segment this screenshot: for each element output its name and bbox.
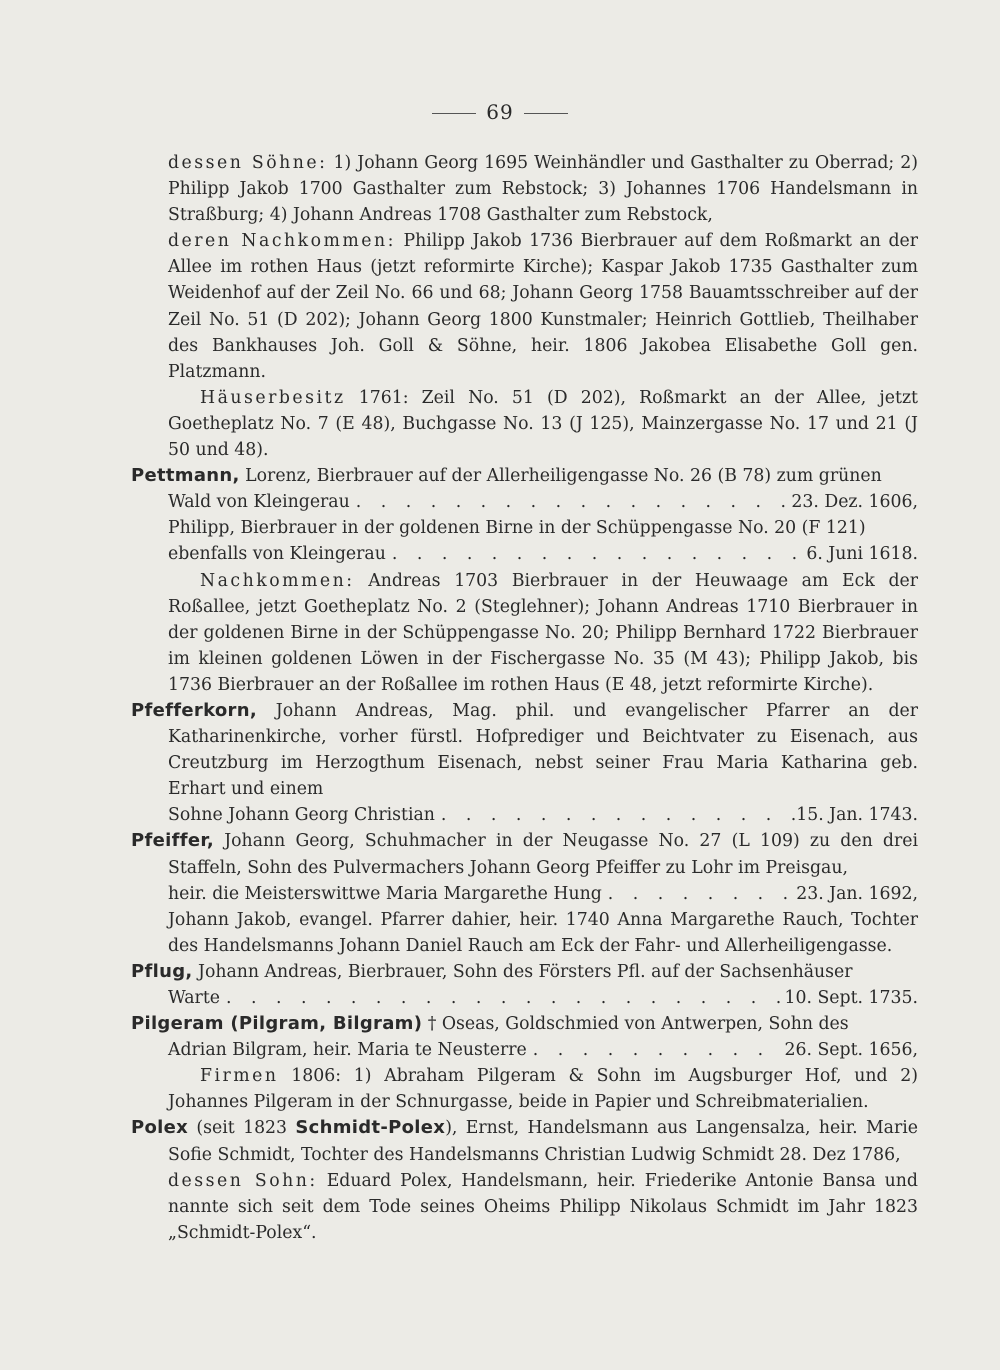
entry-date: 23. Jan. 1692, [796,883,918,904]
leader-text: Adrian Bilgram, heir. Maria te Neusterre [168,1040,527,1061]
entry-name: Pfeiffer, [131,830,215,852]
paragraph-text: Philipp Jakob 1736 Bierbrauer auf dem Roßmarkt an der Allee im rothen Haus (jetzt reformirte Kirche); Kaspar Jakob 1735 Gasthalter zum Weidenhof auf der Zeil No. 66 und 68; Johann Georg 1758 Bauamtsschreiber auf der Zeil No. 51 (D 202); Johann Georg 1800 Kunstmaler; Heinrich Gottlieb, Theilhaber des Bankhauses Joh. Goll & Söhne, heir. 1806 Jakobea Elisabethe Goll gen. Platzmann. [168,231,918,382]
page-number: 69 [486,100,514,124]
dot-leader [220,985,784,1011]
entry-text: Philipp, Bierbrauer in der goldenen Birne in der Schüppengasse No. 20 (F 121) [168,518,866,539]
entry-pflug [131,959,918,985]
leader-text: Warte [168,988,220,1008]
paragraph-dessen-sohn [168,1168,918,1246]
paragraph-dessen-soehne [168,150,918,228]
page-header [0,100,1000,124]
spaced-lead: Nachkommen: [200,570,355,591]
entry-date: 10. Sept. 1735. [784,988,918,1008]
paragraph-nachkommen [168,568,918,698]
paragraph-text: 1761: Zeil No. 51 (D 202), Roßmarkt an der Allee, jetzt Goetheplatz No. 7 (E 48), Buchgasse No. 13 (J 125), Mainzergasse No. 17 und 21 (J 50 und 48). [168,387,918,461]
dot-leader [386,541,806,567]
entry-text: (seit 1823 [188,1118,296,1139]
paragraph-haeuserbesitz [168,385,918,463]
entry-polex [131,1115,918,1167]
entry-name-alt: Schmidt-Polex [295,1117,446,1139]
dated-line [168,985,918,1011]
dated-line [168,881,918,907]
spaced-lead: dessen Söhne: [168,153,328,173]
spaced-lead: dessen Sohn: [168,1170,318,1191]
spaced-lead: Häuserbesitz [200,387,346,408]
entry-text: Johann Jakob, evangel. Pfarrer dahier, heir. 1740 Anna Margarethe Rauch, Tochter des Handelsmanns Johann Daniel Rauch am Eck der Fahr- und Allerheiligengasse. [168,909,918,956]
paragraph-deren-nachkommen [168,228,918,385]
entry-pilgeram [131,1011,918,1037]
entry-text: Johann Andreas, Bierbrauer, Sohn des Försters Pfl. auf der Sachsenhäuser [192,961,853,982]
paragraph-text: 1806: 1) Abraham Pilgeram & Sohn im Augsburger Hof, und 2) Johannes Pilgeram in der Schnurgasse, beide in Papier und Schreibmaterialien. [168,1066,918,1113]
dot-leader [435,802,796,828]
paragraph-text: Eduard Polex, Handelsmann, heir. Friederike Antonie Bansa und nannte sich seit dem Tode seines Oheims Philipp Nikolaus Schmidt im Jahr 1823 „Schmidt-Polex“. [168,1170,918,1243]
entry-date: 6. Juni 1618. [806,544,918,565]
paragraph-firmen [168,1063,918,1115]
dot-leader [602,881,796,907]
leader-text: Sohne Johann Georg Christian [168,805,435,826]
entry-name: Pfefferkorn, [131,699,257,721]
dated-line [168,802,918,828]
entry-text: Johann Andreas, Mag. phil. und evangelischer Pfarrer an der Katharinenkirche, vorher fürstl. Hofprediger und Beichtvater zu Eisenach, aus Creutzburg im Herzogthum Eisenach, nebst seiner Frau Maria Katharina geb. Erhart und einem [168,700,918,800]
paragraph-text: Andreas 1703 Bierbrauer in der Heuwaage am Eck der Roßallee, jetzt Goetheplatz No. 2 (Steglehner); Johann Andreas 1710 Bierbrauer in der goldenen Birne in der Schüppengasse No. 20; Philipp Bernhard 1722 Bierbrauer im kleinen goldenen Löwen in der Fischergasse No. 35 (M 43); Philipp Jakob, bis 1736 Bierbrauer an der Roßallee im rothen Haus (E 48, jetzt reformirte Kirche). [168,570,918,695]
entry-date: 15. Jan. 1743. [796,805,918,826]
entry-text: † Oseas, Goldschmied von Antwerpen, Sohn des [422,1014,849,1035]
dated-line [168,1037,918,1063]
leader-text: Wald von Kleingerau [168,492,350,513]
entry-philipp [168,515,918,541]
paragraph-text: 1) Johann Georg 1695 Weinhändler und Gasthalter zu Oberrad; 2) Philipp Jakob 1700 Gasthalter zum Rebstock; 3) Johannes 1706 Handelsmann in Straßburg; 4) Johann Andreas 1708 Gasthalter zum Rebstock, [168,153,918,226]
entry-pfefferkorn [131,698,918,802]
entry-name: Pettmann, [131,465,240,487]
entry-date: 26. Sept. 1656, [784,1040,918,1061]
entry-date: 23. Dez. 1606, [791,492,918,513]
left-ornament [432,113,476,114]
entry-pfeiffer [131,828,918,880]
entry-name: Pflug, [131,960,193,982]
spaced-lead: Firmen [200,1066,279,1087]
spaced-lead: deren Nachkommen: [168,231,396,252]
entry-name: Polex [131,1117,189,1139]
entry-johann-jakob [168,907,918,959]
dated-line [168,489,918,515]
right-ornament [524,113,568,114]
entry-text: Lorenz, Bierbrauer auf der Allerheiligengasse No. 26 (B 78) zum grünen [239,466,882,487]
dot-leader [350,489,792,515]
leader-text: ebenfalls von Kleingerau [168,544,386,565]
leader-text: heir. die Meisterswittwe Maria Margarethe Hung [168,883,602,904]
entry-text: Johann Georg, Schuhmacher in der Neugasse No. 27 (L 109) zu den drei Staffeln, Sohn des Pulvermachers Johann Georg Pfeiffer zu Lohr im Preisgau, [168,831,918,878]
entry-pettmann [131,463,918,489]
page-body [131,150,918,1246]
entry-text-cont: ), Ernst, Handelsmann aus Langensalza, heir. Marie Sofie Schmidt, Tochter des Handelsmanns Christian Ludwig Schmidt 28. Dez 1786, [168,1118,918,1165]
entry-name: Pilgeram (Pilgram, Bilgram) [131,1013,423,1035]
dot-leader [527,1037,785,1063]
dated-line [168,541,918,567]
